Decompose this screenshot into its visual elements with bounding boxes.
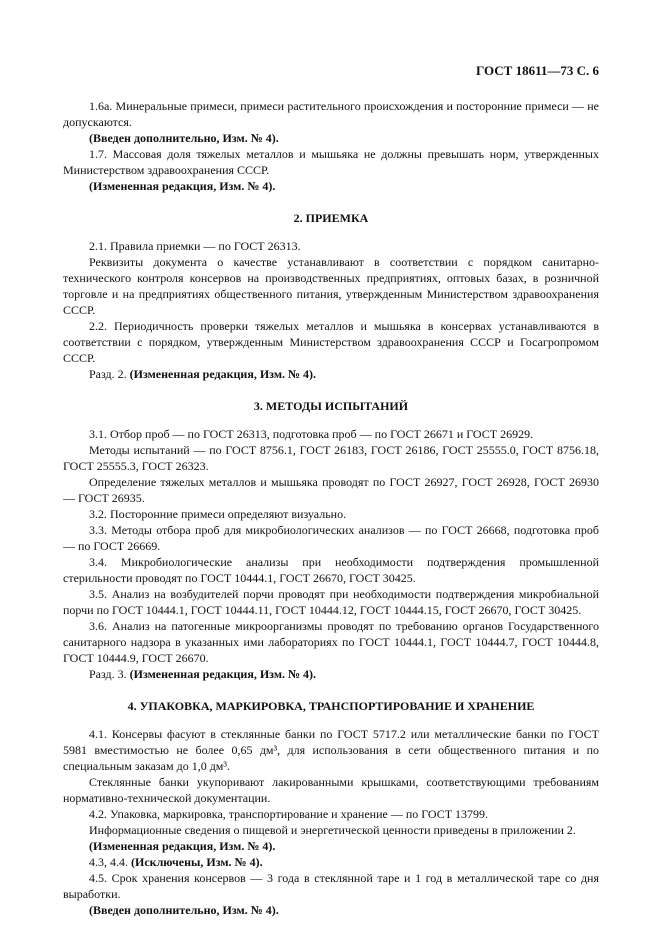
para-4-1: 4.1. Консервы фасуют в стеклянные банки по ГОСТ 5717.2 или металлические банки по ГОСТ 5981 вместимостью не более 0,65 дм³, для использования в сети общественного питания и по специальным заказам до 1,0 дм³. [63,727,599,773]
section-heading-packaging: 4. УПАКОВКА, МАРКИРОВКА, ТРАНСПОРТИРОВАНИЕ И ХРАНЕНИЕ [127,699,535,713]
note-prefix: Разд. 2. [89,367,127,381]
para-4-2: 4.2. Упаковка, маркировка, транспортирование и хранение — по ГОСТ 13799. [89,807,489,821]
para-3-5: 3.5. Анализ на возбудителей порчи проводят при необходимости подтверждения микробиальной порчи по ГОСТ 10444.1, ГОСТ 10444.11, ГОСТ 10444.12, ГОСТ 10444.15, ГОСТ 26670, ГОСТ 30425. [63,587,599,617]
para-4-2-info: Информационные сведения о пищевой и энергетической ценности приведены в приложении 2. [89,823,576,837]
para-prefix: 4.3, 4.4. [89,855,128,869]
section-3-note [63,666,599,682]
para-4-3-4-4 [63,854,599,870]
para-2-2: 2.2. Периодичность проверки тяжелых металлов и мышьяка в консервах устанавливаются в соответствии с порядком, утвержденным Министерством здравоохранения СССР и Госагропромом СССР. [63,319,599,365]
amendment-note: (Измененная редакция, Изм. № 4). [129,667,317,681]
para-3-2: 3.2. Посторонние примеси определяют визуально. [89,507,347,521]
amendment-note: (Введен дополнительно, Изм. № 4). [89,131,279,145]
para-4-5: 4.5. Срок хранения консервов — 3 года в стеклянной таре и 1 год в металлической таре со дня выработки. [63,871,599,901]
page-header: ГОСТ 18611—73 С. 6 [476,63,599,78]
para-3-3: 3.3. Методы отбора проб для микробиологических анализов — по ГОСТ 26668, подготовка проб — по ГОСТ 26669. [63,523,599,553]
amendment-note: (Исключены, Изм. № 4). [131,855,263,869]
section-heading-acceptance: 2. ПРИЕМКА [293,211,369,225]
note-prefix: Разд. 3. [89,667,127,681]
para-4-1-glass-jars: Стеклянные банки укупоривают лакированными крышками, соответствующими требованиям нормативно-технической документации. [63,775,599,805]
para-2-1-requisites: Реквизиты документа о качестве устанавливают в соответствии с порядком санитарно-технического контроля консервов на производственных предприятиях, оптовых базах, в розничной торговле и на предприятиях общественного питания, утвержденным Министерством здравоохранения СССР. [63,255,599,317]
amendment-note: (Введен дополнительно, Изм. № 4). [89,903,279,917]
amendment-note: (Измененная редакция, Изм. № 4). [129,367,317,381]
section-heading-test-methods: 3. МЕТОДЫ ИСПЫТАНИЙ [253,399,409,413]
amendment-note: (Измененная редакция, Изм. № 4). [89,839,276,853]
document-body [63,98,599,918]
para-1-7: 1.7. Массовая доля тяжелых металлов и мышьяка не должны превышать норм, утвержденных Министерством здравоохранения СССР. [63,147,599,177]
para-3-4: 3.4. Микробиологические анализы при необходимости подтверждения промышленной стерильности проводят по ГОСТ 10444.1, ГОСТ 26670, ГОСТ 30425. [63,555,599,585]
para-2-1: 2.1. Правила приемки — по ГОСТ 26313. [89,239,301,253]
para-3-1-heavy-metals: Определение тяжелых металлов и мышьяка проводят по ГОСТ 26927, ГОСТ 26928, ГОСТ 26930 — ГОСТ 26935. [63,475,599,505]
para-3-1: 3.1. Отбор проб — по ГОСТ 26313, подготовка проб — по ГОСТ 26671 и ГОСТ 26929. [89,427,534,441]
para-3-1-methods: Методы испытаний — по ГОСТ 8756.1, ГОСТ 26183, ГОСТ 26186, ГОСТ 25555.0, ГОСТ 8756.18, ГОСТ 25555.3, ГОСТ 26323. [63,443,599,473]
amendment-note: (Измененная редакция, Изм. № 4). [89,179,276,193]
section-2-note [63,366,599,382]
para-1-6a: 1.6а. Минеральные примеси, примеси растительного происхождения и посторонние примеси — не допускаются. [63,99,599,129]
para-3-6: 3.6. Анализ на патогенные микроорганизмы проводят по требованию органов Государственного санитарного надзора в указанных ими лабораториях по ГОСТ 10444.1, ГОСТ 10444.7, ГОСТ 10444.8, ГОСТ 10444.9, ГОСТ 26670. [63,619,599,665]
